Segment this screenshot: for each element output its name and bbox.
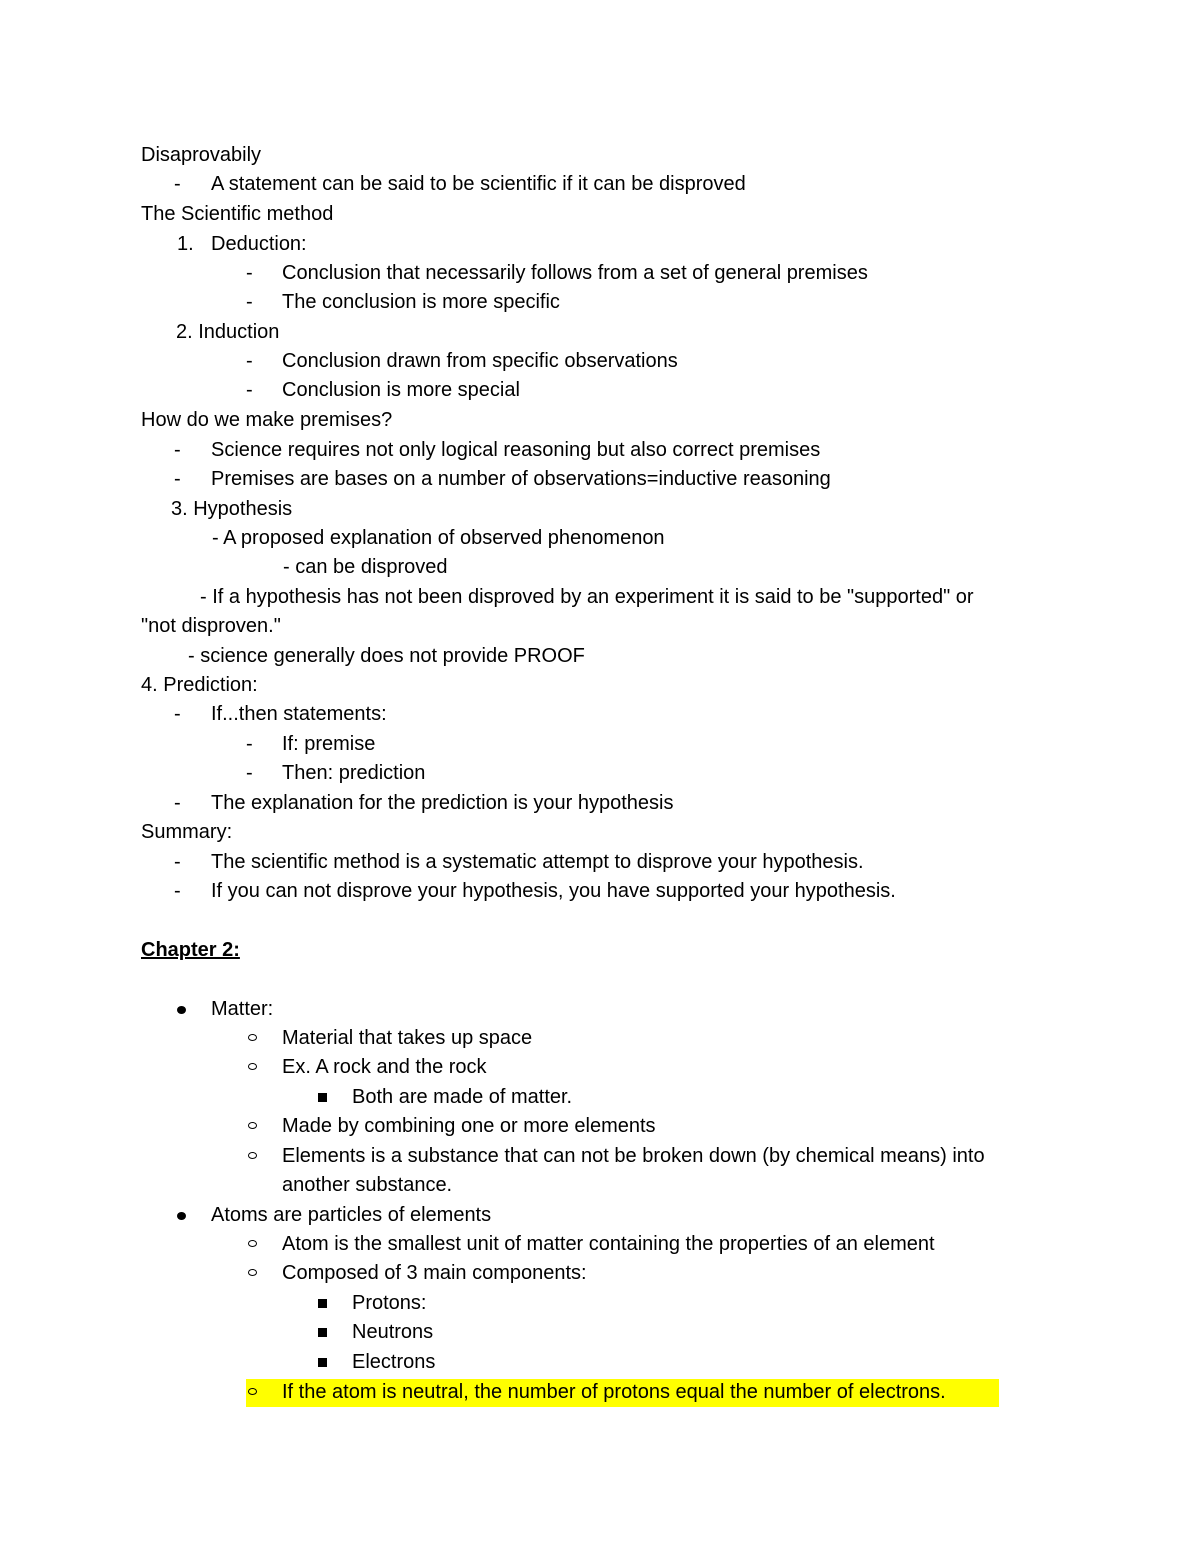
bullet-dot-icon bbox=[177, 1006, 186, 1014]
dash-marker: - bbox=[174, 468, 181, 490]
bullet-circle-icon bbox=[248, 1388, 257, 1395]
dash-marker: - bbox=[246, 262, 253, 284]
bullet-square-icon bbox=[318, 1358, 327, 1367]
dash-marker: - bbox=[174, 173, 181, 195]
dash-marker: - bbox=[246, 733, 253, 755]
bullet-circle-icon bbox=[248, 1063, 257, 1070]
dash-marker: - bbox=[246, 350, 253, 372]
dash-marker: - bbox=[174, 880, 181, 902]
bullet-circle-icon bbox=[248, 1122, 257, 1129]
bullet-circle-icon bbox=[248, 1269, 257, 1276]
document-page: Disaprovabily - A statement can be said to be scientific if it can be disproved The Scientific method 1. Deduction: - Conclusion that necessarily follows from a set of general premises - The conclusion is more specific 2. Induction - Conclusion drawn from specific observations - Conclusion is more special How do we make premises? - Science requires not only logical reasoning but also correct premises - Premises are bases on a number of observations=inductive reasoning 3. Hypothesis - A proposed explanation of observed phenomenon - can be disproved - If a hypothesis has not been disproved by an experiment it is said to be "supported" or "not disproven." - science generally does not provide PROOF 4. Prediction: - If...then statements: - If: premise - Then: prediction - The explanation for the prediction is your hypothesis Summary: - The scientific method is a systematic attempt to disprove your hypothesis. - If you can not disprove your hypothesis, you have supported your hypothesis. Chapter 2: Matter: Material that takes up space Ex. A rock and the rock Both are made of matter. Made by combining one or more elements Elements is a substance that can not be broken down (by chemical means) into another substance. Atoms are particles of elements Atom is the smallest unit of matter containing the properties of an element Composed of 3 main components: Protons: Neutrons Electrons If the atom is neutral, the number of protons equal the number of electrons. bbox=[0, 0, 1200, 1553]
dash-marker: - bbox=[246, 762, 253, 784]
dash-marker: - bbox=[174, 792, 181, 814]
bullet-circle-icon bbox=[248, 1240, 257, 1247]
bullet-square-icon bbox=[318, 1299, 327, 1308]
bullet-circle-icon bbox=[248, 1034, 257, 1041]
dash-marker: - bbox=[246, 379, 253, 401]
bullet-circle-icon bbox=[248, 1152, 257, 1159]
dash-marker: - bbox=[174, 703, 181, 725]
bullet-square-icon bbox=[318, 1093, 327, 1102]
bullet-dot-icon bbox=[177, 1212, 186, 1220]
bullet-square-icon bbox=[318, 1328, 327, 1337]
dash-marker: - bbox=[246, 291, 253, 313]
dash-marker: - bbox=[174, 851, 181, 873]
dash-marker: - bbox=[174, 439, 181, 461]
